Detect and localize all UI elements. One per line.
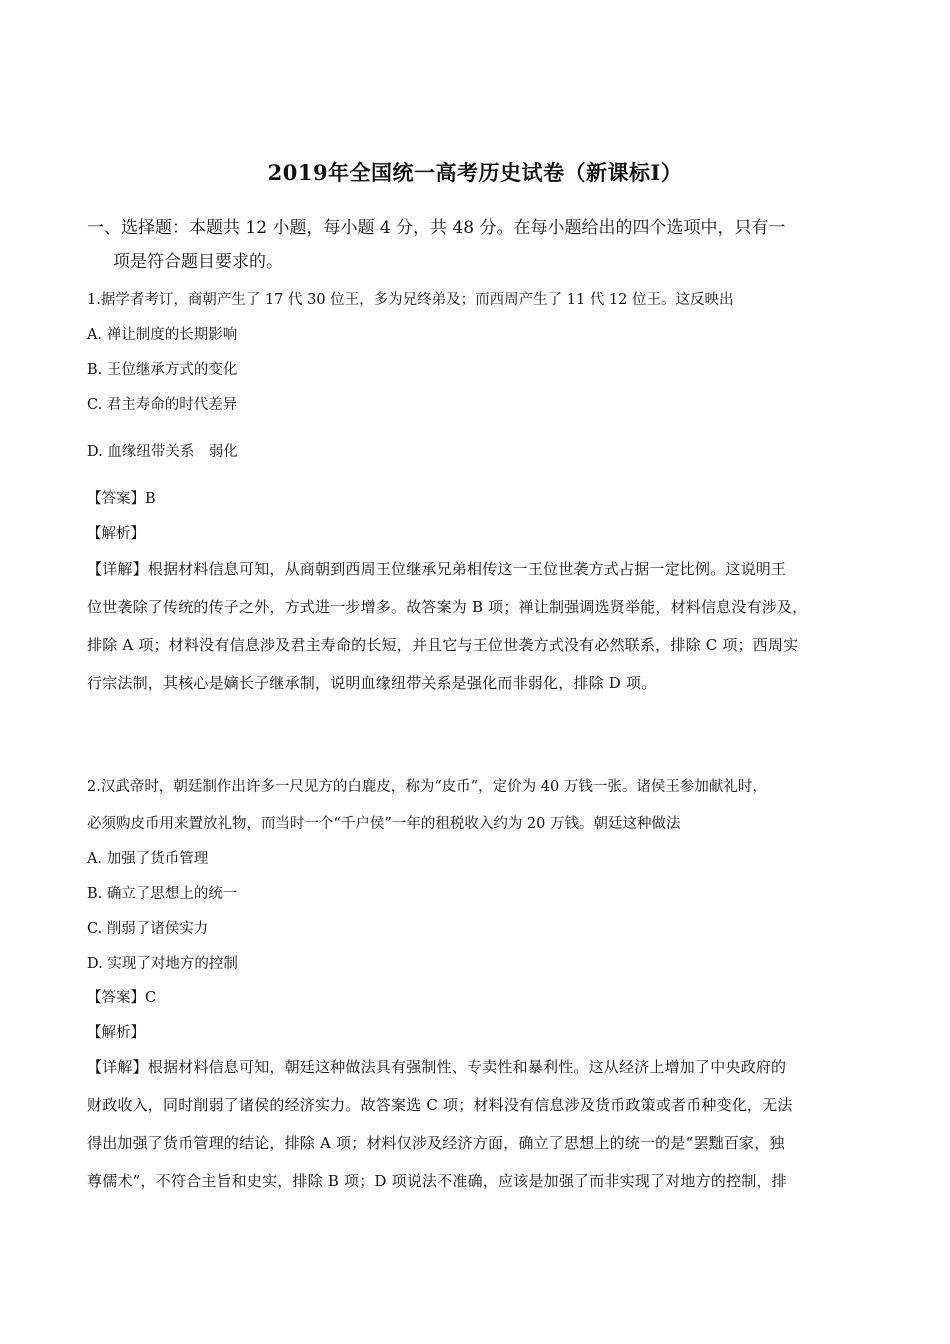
q1-analysis-label: 【解析】 <box>87 526 145 542</box>
q1-detail-line-1: 【详解】根据材料信息可知，从商朝到西周王位继承兄弟相传这一王位世袭方式占据一定比例。这说明王 <box>87 560 787 578</box>
q2-detail-line-1: 【详解】根据材料信息可知，朝廷这种做法具有强制性、专卖性和暴利性。这从经济上增加了中央政府的 <box>87 1058 787 1076</box>
q1-option-d: D. 血缘纽带关系 弱化 <box>87 444 238 460</box>
q2-detail-line-4: 尊儒术”，不符合主旨和史实，排除 B 项；D 项说法不准确，应该是加强了而非实现了对地方的控制，排 <box>87 1172 787 1190</box>
q2-detail-line-2: 财政收入，同时削弱了诸侯的经济实力。故答案选 C 项；材料没有信息涉及货币政策或者币种变化，无法 <box>87 1096 793 1114</box>
q2-stem-line-1: 2.汉武帝时，朝廷制作出许多一尺见方的白鹿皮，称为“皮币”，定价为 40 万钱一张。诸侯王参加献礼时， <box>87 779 767 795</box>
section-heading-line-2: 项是符合题目要求的。 <box>113 252 283 272</box>
q1-answer: 【答案】B <box>87 491 156 507</box>
section-heading <box>87 211 867 279</box>
q2-analysis-label: 【解析】 <box>87 1025 145 1041</box>
q2-detail-line-3: 得出加强了货币管理的结论，排除 A 项；材料仅涉及经济方面，确立了思想上的统一的是“罢黜百家，独 <box>87 1134 785 1152</box>
q1-stem: 1.据学者考订，商朝产生了 17 代 30 位王，多为兄终弟及；而西周产生了 11 代 12 位王。这反映出 <box>87 292 734 308</box>
q1-option-a: A. 禅让制度的长期影响 <box>87 327 238 343</box>
page-title: 2019年全国统一高考历史试卷（新课标Ⅰ） <box>267 160 683 185</box>
q2-option-a: A. 加强了货币管理 <box>87 851 209 867</box>
q1-detail-line-2: 位世袭除了传统的传子之外，方式进一步增多。故答案为 B 项；禅让制强调选贤举能，材料信息没有涉及， <box>87 598 808 616</box>
q2-option-b: B. 确立了思想上的统一 <box>87 886 238 902</box>
q1-option-b: B. 王位继承方式的变化 <box>87 362 238 378</box>
q1-option-c: C. 君主寿命的时代差异 <box>87 397 238 413</box>
q1-detail-line-4: 行宗法制，其核心是嫡长子继承制，说明血缘纽带关系是强化而非弱化，排除 D 项。 <box>87 674 657 692</box>
q1-detail-line-3: 排除 A 项；材料没有信息涉及君主寿命的长短，并且它与王位世袭方式没有必然联系，排除 C 项；西周实 <box>87 636 799 654</box>
q2-answer: 【答案】C <box>87 990 157 1006</box>
q2-option-c: C. 削弱了诸侯实力 <box>87 921 209 937</box>
q2-option-d: D. 实现了对地方的控制 <box>87 956 238 972</box>
q2-stem-line-2: 必须购皮币用来置放礼物，而当时一个“千户侯”一年的租税收入约为 20 万钱。朝廷这种做法 <box>87 816 681 832</box>
section-heading-line-1: 一、选择题：本题共 12 小题，每小题 4 分，共 48 分。在每小题给出的四个选项中，只有一 <box>87 218 786 238</box>
